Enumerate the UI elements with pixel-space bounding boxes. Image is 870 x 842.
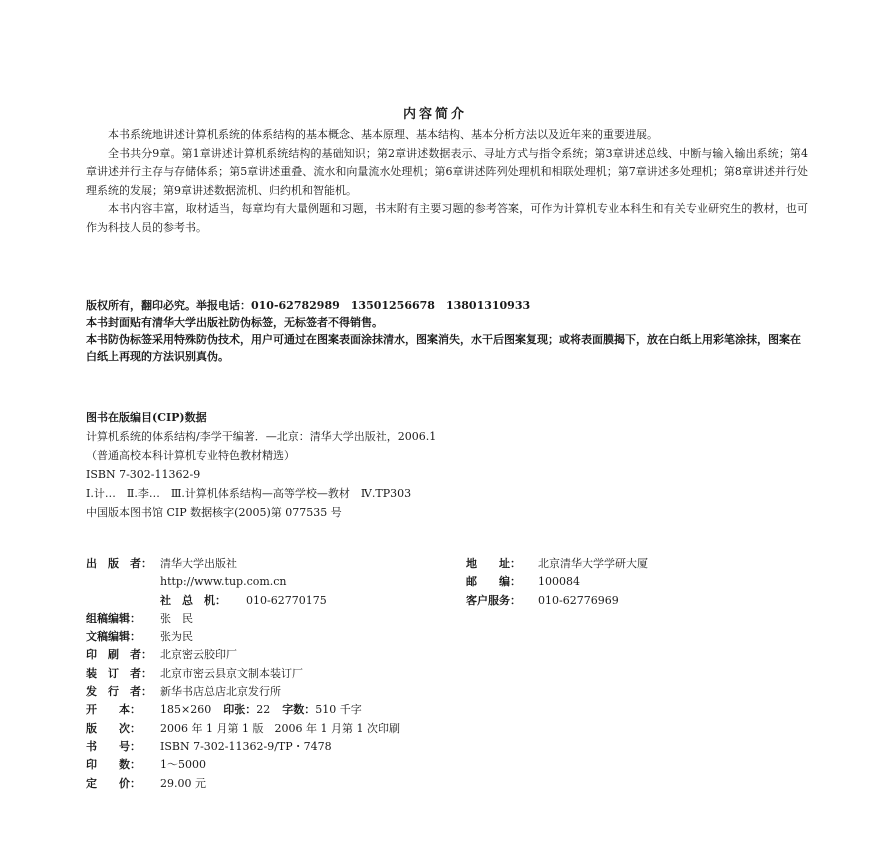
copyright-notice [86,297,808,365]
pub-row-printer [86,646,808,664]
words-label: 字数： [282,703,316,717]
notice-line: 本书封面贴有清华大学出版社防伪标签，无标签者不得销售。 [86,316,383,329]
summary-section [86,126,808,237]
notice-line: 版权所有，翻印必究。举报电话：010-62782989 13501256678 13801310933 [86,299,531,312]
pub-row-price [86,775,808,793]
address-label: 地 址： [466,557,521,570]
distributor-value: 新华书店总店北京发行所 [160,685,281,699]
format-value: 185×260 [160,703,212,717]
cip-record: 中国版本图书馆 CIP 数据核字(2005)第 077535 号 [86,506,342,519]
notice-line: 本书防伪标签采用特殊防伪技术，用户可通过在图案表面涂抹清水，图案消失，水干后图案复现；或将表面膜揭下，放在白纸上用彩笔涂抹，图案在白纸上再现的方法识别真伪。 [86,333,801,363]
cip-line: （普通高校本科计算机专业特色教材精选） [86,449,295,462]
print-run-label: 印 数： [86,758,141,772]
sheets-label: 印张： [223,703,257,717]
summary-paragraph: 本书内容丰富，取材适当，每章均有大量例题和习题，书末附有主要习题的参考答案，可作为计算机专业本科生和有关专业研究生的教材，也可作为科技人员的参考书。 [86,202,808,234]
service-label: 客户服务： [466,593,521,607]
edition-label: 版 次： [86,721,141,735]
isbn-value: ISBN 7-302-11362-9/TP・7478 [160,739,332,753]
summary-paragraph: 本书系统地讲述计算机系统的体系结构的基本概念、基本原理、基本结构、基本分析方法以及近年来的重要进展。 [108,128,658,141]
address-value: 北京清华大学学研大厦 [538,557,648,570]
page-title: 内容简介 [402,107,467,122]
editor-value: 张 民 [160,611,193,625]
pub-row-isbn [86,738,808,756]
copy-editor-label: 文稿编辑： [86,630,141,644]
cip-line: ISBN 7-302-11362-9 [86,468,201,481]
switchboard-label: 社 总 机： [160,593,226,607]
binder-label: 装 订 者： [86,666,152,680]
isbn-label: 书 号： [86,739,141,753]
postcode-value: 100084 [538,575,580,589]
cip-section [86,408,808,522]
pub-row-url [86,573,808,591]
pub-row-format [86,701,808,719]
service-value: 010-62776969 [538,593,619,607]
cip-classification: Ⅰ.计… Ⅱ.李… Ⅲ.计算机体系结构—高等学校—教材 Ⅳ.TP303 [86,487,412,500]
cip-line: 计算机系统的体系结构/李学干编著．—北京：清华大学出版社，2006.1 [86,430,437,443]
publication-info [86,555,808,793]
pub-row-print-run [86,756,808,774]
publisher-label: 出 版 者： [86,557,152,570]
printer-label: 印 刷 者： [86,648,152,662]
pub-row-binder [86,665,808,683]
pub-row-publisher [86,555,808,573]
format-label: 开 本： [86,703,141,717]
sheets-value: 22 [256,703,271,717]
website-url: http://www.tup.com.cn [160,575,287,589]
distributor-label: 发 行 者： [86,685,152,699]
copy-editor-value: 张为民 [160,630,193,644]
edition-value: 2006 年 1 月第 1 版 2006 年 1 月第 1 次印刷 [160,721,400,735]
postcode-label: 邮 编： [466,575,521,589]
binder-value: 北京市密云县京文制本装订厂 [160,666,303,680]
print-run-value: 1～5000 [160,758,206,772]
cip-heading: 图书在版编目(CIP)数据 [86,411,207,424]
pub-row-distributor [86,683,808,701]
words-value: 510 千字 [315,703,362,717]
pub-row-edition [86,720,808,738]
editor-label: 组稿编辑： [86,611,141,625]
pub-row-switchboard [86,592,808,610]
switchboard-value: 010-62770175 [246,593,327,607]
summary-paragraph: 全书共分9章。第1章讲述计算机系统结构的基础知识；第2章讲述数据表示、寻址方式与指令系统；第3章讲述总线、中断与输入输出系统；第4章讲述并行主存与存储体系；第5章讲述重叠、流水和向量流水处理机；第6章讲述阵列处理机和相联处理机；第7章讲述多处理机；第8章讲述并行处理系统的发展；第9章讲述数据流机、归约机和智能机。 [86,146,808,197]
pub-row-editor [86,610,808,628]
price-label: 定 价： [86,776,141,790]
price-value: 29.00 元 [160,776,206,790]
printer-value: 北京密云胶印厂 [160,648,237,662]
pub-row-copy-editor [86,628,808,646]
publisher-value: 清华大学出版社 [160,557,237,570]
